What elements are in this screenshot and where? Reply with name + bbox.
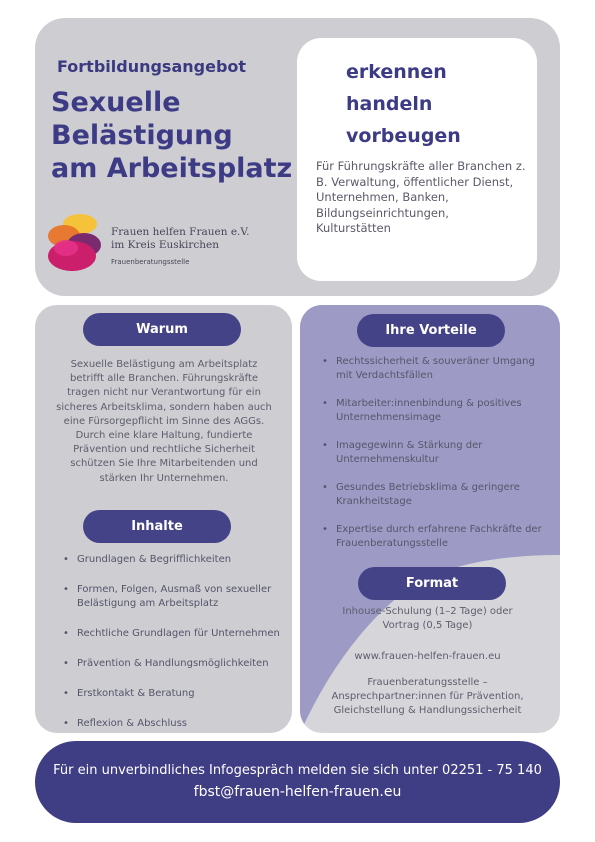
inhalte-list <box>63 553 285 731</box>
slogan-line-3: vorbeugen <box>346 125 461 147</box>
warum-heading: Warum <box>83 313 241 346</box>
audience-text: Für Führungskräfte aller Branchen z. B. Verwaltung, öffentlicher Dienst, Unternehmen, Banken, Bildungseinrichtungen, Kulturstätten <box>316 159 526 235</box>
vorteile-item: • Mitarbeiter:innenbindung & positives Unternehmensimage <box>322 397 547 425</box>
title-line-1: Sexuelle <box>51 87 181 118</box>
inhalte-item: • Prävention & Handlungsmöglichkeiten <box>63 657 285 671</box>
title-line-3: am Arbeitsplatz <box>51 153 293 184</box>
vorteile-item: • Rechtssicherheit & souveräner Umgang mit Verdachtsfällen <box>322 355 547 383</box>
format-text: Inhouse-Schulung (1–2 Tage) oder Vortrag (0,5 Tage) <box>342 606 513 632</box>
vorteile-item: • Expertise durch erfahrene Fachkräfte der Frauenberatungsstelle <box>322 523 547 551</box>
slogan-line-1: erkennen <box>346 61 447 83</box>
inhalte-heading: Inhalte <box>83 510 231 543</box>
format-heading: Format <box>358 567 506 600</box>
org-name-line-1: Frauen helfen Frauen e.V. <box>111 226 250 238</box>
slogan <box>346 56 461 152</box>
inhalte-item: • Rechtliche Grundlagen für Unternehmen <box>63 627 285 641</box>
contact-note: Frauenberatungsstelle – Ansprechpartner:innen für Prävention, Gleichstellung & Handlungssicherheit <box>331 677 524 717</box>
contact-phone-line: Für ein unverbindliches Infogespräch melden sie sich unter 02251 - 75 140 <box>53 763 542 778</box>
contact-bar <box>35 741 560 823</box>
org-name-line-2: im Kreis Euskirchen <box>111 239 219 251</box>
vorteile-item: • Gesundes Betriebsklima & geringere Krankheitstage <box>322 481 547 509</box>
org-subtitle: Frauenberatungsstelle <box>111 258 190 266</box>
org-name <box>111 226 249 252</box>
slogan-line-2: handeln <box>346 93 433 115</box>
inhalte-item: • Grundlagen & Begrifflichkeiten <box>63 553 285 567</box>
vorteile-heading: Ihre Vorteile <box>357 314 505 347</box>
kicker: Fortbildungsangebot <box>57 57 247 76</box>
organization-logo <box>44 212 104 274</box>
contact-email[interactable]: fbst@frauen-helfen-frauen.eu <box>193 784 402 800</box>
vorteile-list <box>322 355 547 551</box>
inhalte-item: • Erstkontakt & Beratung <box>63 687 285 701</box>
inhalte-item: • Formen, Folgen, Ausmaß von sexueller Belästigung am Arbeitsplatz <box>63 583 285 611</box>
vorteile-item: • Imagegewinn & Stärkung der Unternehmenskultur <box>322 439 547 467</box>
logo-shape-pink <box>54 240 78 256</box>
title-line-2: Belästigung <box>51 120 233 151</box>
page-title <box>51 86 301 185</box>
inhalte-item: • Reflexion & Abschluss <box>63 717 285 731</box>
warum-text: Sexuelle Belästigung am Arbeitsplatz betrifft alle Branchen. Führungskräfte tragen nicht nur Verantwortung für ein sicheres Arbeitsklima, sondern haben auch eine Fürsorgepflicht im Sinne des AGGs. Durch eine klare Haltung, fundierte Prävention und rechtliche Sicherheit schützen Sie Ihre Mitarbeitenden und stärken Ihr Unternehmen. <box>56 359 272 484</box>
website-link[interactable]: www.frauen-helfen-frauen.eu <box>354 651 501 662</box>
